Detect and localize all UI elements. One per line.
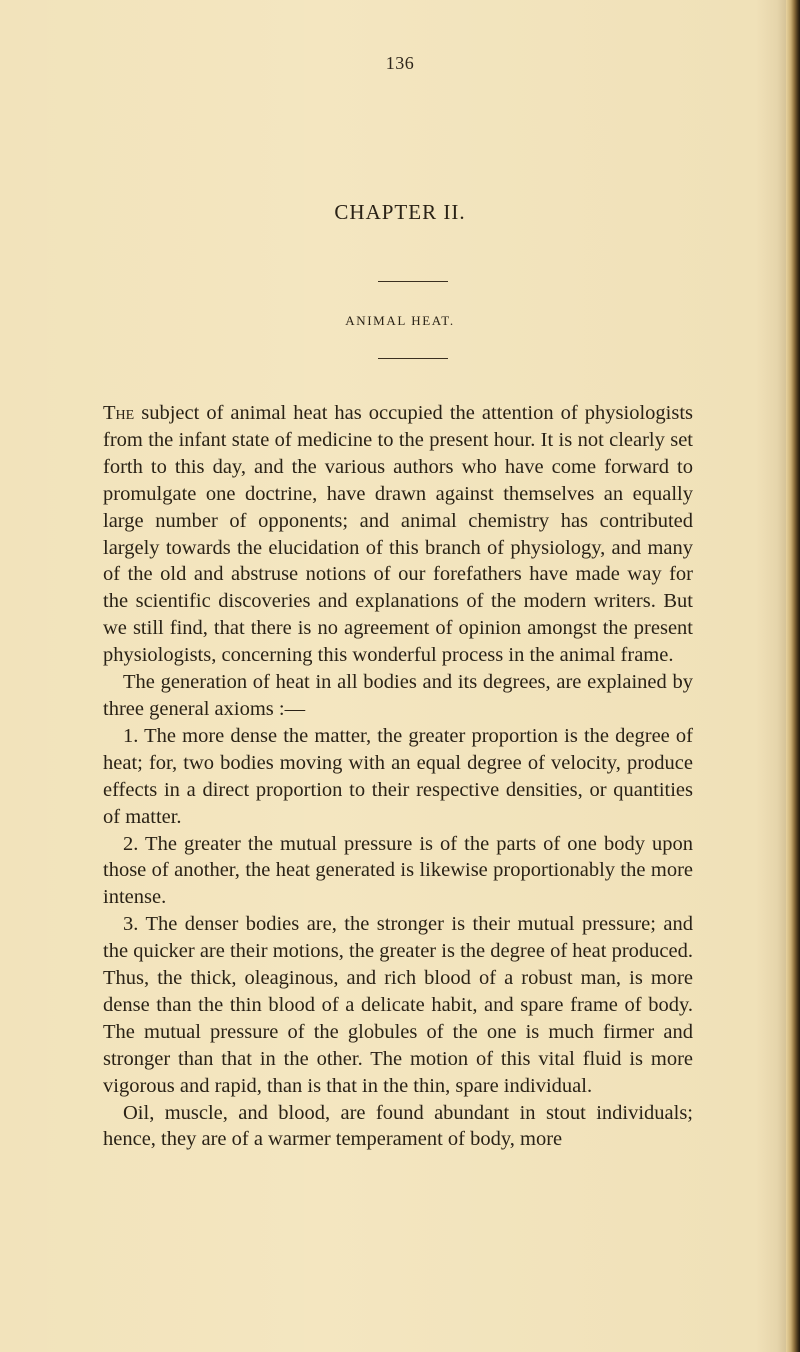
section-title: ANIMAL HEAT. [345, 313, 455, 328]
page-number: 136 [385, 53, 415, 73]
paragraph-axiom-3: 3. The denser bodies are, the stronger is their mutual pressure; and the quicker are their motions, the greater is the degree of heat produced. Thus, the thick, oleaginous, and rich blood of a robust man, is more dense than the thin blood of a delicate habit, and spare frame of body. The mutual pressure of the globules of the one is much firmer and stronger than that in the other. The motion of this vital fluid is more vigorous and rapid, than is that in the thin, spare individual. [103, 913, 693, 1097]
paragraph-text: subject of animal heat has occupied the attention of physiologists from the infant state of medicine to the present hour. It is not clearly set forth to this day, and the various authors who have come forward to promulgate one doctrine, have drawn against themselves an equally large number of opponents; and animal chemistry has contributed largely towards the elucidation of this branch of physiology, and many of the old and abstruse notions of our forefathers have made way for the scientific discoveries and explanations of the modern writers. But we still find, that there is no agreement of opinion amongst the present physiologists, concerning this wonderful process in the animal frame. [103, 402, 693, 667]
chapter-title: CHAPTER II. [334, 200, 466, 224]
decorative-rule-top [378, 281, 448, 282]
paragraph-axiom-1: 1. The more dense the matter, the greater proportion is the degree of heat; for, two bodies moving with an equal degree of velocity, produce effects in a direct proportion to their respective densities, or quantities of matter. [103, 724, 693, 828]
body-text [103, 400, 693, 1153]
paragraph-lead-word: The [103, 402, 135, 424]
decorative-rule-bottom [378, 358, 448, 359]
paragraph-axiom-2: 2. The greater the mutual pressure is of the parts of one body upon those of another, the heat generated is likewise proportionably the more intense. [103, 832, 693, 909]
paragraph-intro [103, 400, 693, 669]
paragraph-axioms-intro: The generation of heat in all bodies and its degrees, are explained by three general axioms :— [103, 671, 693, 720]
paragraph-oil-muscle-blood: Oil, muscle, and blood, are found abundant in stout individuals; hence, they are of a warmer temperament of body, more [103, 1101, 693, 1151]
